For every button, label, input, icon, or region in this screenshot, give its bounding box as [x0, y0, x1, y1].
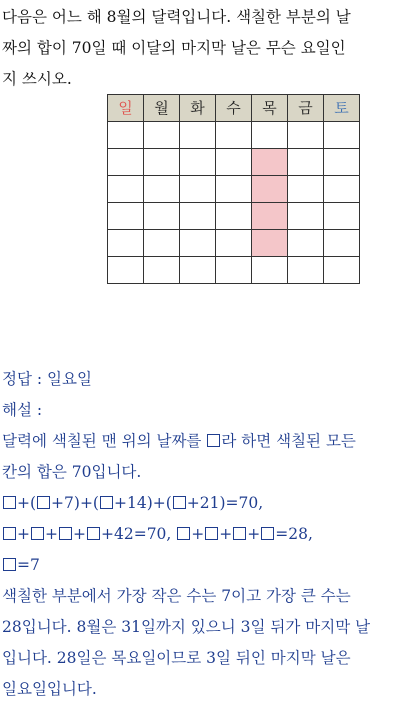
text-fragment: + [191, 525, 205, 543]
text-fragment: +( [17, 494, 37, 512]
box-symbol [31, 527, 44, 540]
text-fragment: +42=70, [101, 525, 172, 543]
calendar-cell [144, 230, 180, 257]
box-symbol [177, 527, 190, 540]
text-fragment: =28, [275, 525, 313, 543]
explanation-line: 칸의 합은 70입니다. [2, 463, 142, 481]
answer-line: 정답 : 일요일 [2, 370, 92, 388]
equation-line [2, 519, 398, 550]
calendar-cell [288, 257, 324, 284]
box-symbol [37, 496, 50, 509]
calendar-cell [288, 122, 324, 149]
problem-line: 지 쓰시오. [2, 70, 72, 88]
calendar-cell [216, 122, 252, 149]
box-symbol [3, 558, 16, 571]
day-header-thu: 목 [252, 95, 288, 122]
calendar-cell [108, 230, 144, 257]
equation-line [2, 488, 398, 519]
text-fragment: +14)+( [113, 494, 172, 512]
box-symbol [205, 527, 218, 540]
calendar-cell [216, 203, 252, 230]
problem-line: 짜의 합이 70일 때 이달의 마지막 날은 무슨 요일인 [2, 39, 346, 57]
august-calendar [107, 94, 360, 284]
box-symbol [59, 527, 72, 540]
text-fragment: =7 [17, 556, 40, 574]
calendar-cell [180, 176, 216, 203]
box-symbol [233, 527, 246, 540]
day-header-sun: 일 [108, 95, 144, 122]
calendar-cell [216, 230, 252, 257]
calendar-week-row [108, 230, 360, 257]
conclusion-line: 28입니다. 8월은 31일까지 있으니 3일 뒤가 마지막 날 [2, 618, 371, 636]
text-fragment: + [219, 525, 233, 543]
day-header-sat: 토 [324, 95, 360, 122]
calendar-cell [180, 203, 216, 230]
calendar-cell [180, 257, 216, 284]
calendar-week-row [108, 149, 360, 176]
day-header-mon: 월 [144, 95, 180, 122]
calendar-cell [288, 230, 324, 257]
text-fragment: + [45, 525, 58, 543]
text-fragment: + [17, 525, 30, 543]
calendar-cell [144, 122, 180, 149]
calendar-cell [252, 122, 288, 149]
calendar-cell [108, 203, 144, 230]
calendar-cell-shaded [252, 230, 288, 257]
calendar-week-row [108, 203, 360, 230]
day-header-fri: 금 [288, 95, 324, 122]
solution-section [2, 364, 398, 705]
problem-line: 다음은 어느 해 8월의 달력입니다. 색칠한 부분의 날 [2, 8, 351, 26]
calendar-cell [108, 176, 144, 203]
equation-line [2, 550, 398, 581]
calendar-week-row [108, 257, 360, 284]
calendar-cell [144, 257, 180, 284]
day-header-tue: 화 [180, 95, 216, 122]
calendar-week-row [108, 176, 360, 203]
box-symbol [100, 496, 113, 509]
calendar-cell [216, 176, 252, 203]
explanation-line [2, 426, 398, 457]
calendar-cell [144, 203, 180, 230]
text-fragment: + [247, 525, 261, 543]
calendar-cell [216, 149, 252, 176]
calendar-cell [144, 176, 180, 203]
conclusion-line: 일요일입니다. [2, 680, 97, 698]
calendar-cell-shaded [252, 149, 288, 176]
box-symbol [3, 496, 16, 509]
calendar-cell [288, 176, 324, 203]
calendar-cell [324, 149, 360, 176]
conclusion-line: 색칠한 부분에서 가장 작은 수는 7이고 가장 큰 수는 [2, 587, 351, 605]
calendar-cell [324, 257, 360, 284]
text-fragment: 라 하면 색칠된 모든 [221, 432, 356, 450]
text-fragment: + [73, 525, 86, 543]
day-header-wed: 수 [216, 95, 252, 122]
text-fragment: 달력에 색칠된 맨 위의 날짜를 [2, 432, 202, 450]
box-symbol [87, 527, 100, 540]
calendar-cell [180, 122, 216, 149]
calendar-cell [180, 230, 216, 257]
text-fragment: +21)=70, [186, 494, 264, 512]
box-symbol [207, 434, 220, 447]
problem-text [2, 2, 398, 95]
box-symbol [261, 527, 274, 540]
calendar-cell [288, 149, 324, 176]
calendar-cell-shaded [252, 203, 288, 230]
text-fragment: +7)+( [51, 494, 99, 512]
calendar-cell [288, 203, 324, 230]
conclusion-line: 입니다. 28일은 목요일이므로 3일 뒤인 마지막 날은 [2, 649, 351, 667]
calendar-cell [324, 122, 360, 149]
calendar-cell [108, 122, 144, 149]
calendar-cell [108, 149, 144, 176]
box-symbol [173, 496, 186, 509]
calendar-cell [324, 230, 360, 257]
calendar-week-row [108, 122, 360, 149]
calendar-cell [144, 149, 180, 176]
calendar-cell [180, 149, 216, 176]
box-symbol [3, 527, 16, 540]
explanation-label: 해설 : [2, 401, 43, 419]
calendar-cell [252, 257, 288, 284]
calendar-cell-shaded [252, 176, 288, 203]
calendar-cell [324, 203, 360, 230]
calendar-cell [108, 257, 144, 284]
calendar-header-row [108, 95, 360, 122]
calendar-cell [324, 176, 360, 203]
calendar-cell [216, 257, 252, 284]
